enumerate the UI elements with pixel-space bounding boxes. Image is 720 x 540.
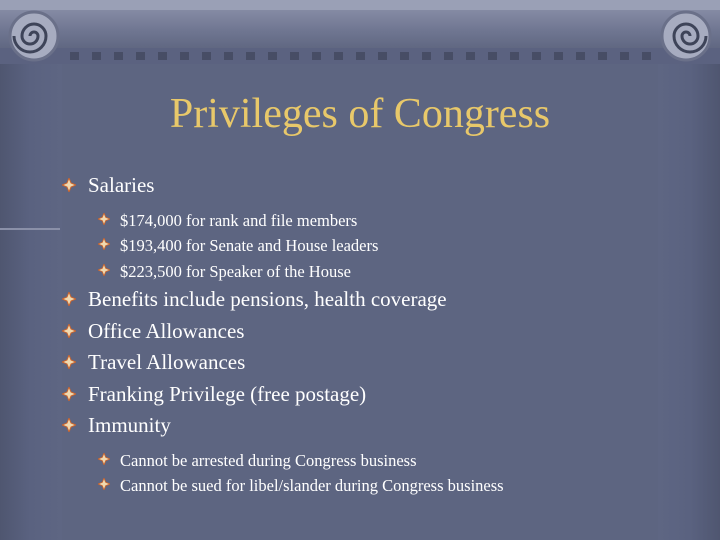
list-item-label: Franking Privilege (free postage) bbox=[88, 381, 367, 406]
sub-list-item-label: $223,500 for Speaker of the House bbox=[120, 261, 351, 281]
left-scroll-icon bbox=[10, 12, 58, 60]
bullet-icon bbox=[62, 178, 76, 192]
sub-list-item bbox=[60, 208, 700, 234]
list-item-label: Benefits include pensions, health coverage bbox=[88, 287, 447, 311]
bullet-icon bbox=[62, 292, 76, 306]
sub-list-item-label: $174,000 for rank and file members bbox=[120, 210, 358, 230]
bullet-icon bbox=[98, 478, 110, 490]
bullet-icon bbox=[62, 324, 76, 338]
sub-list-item bbox=[60, 473, 700, 499]
bullet-icon bbox=[98, 213, 110, 225]
list-item-travel-allowances bbox=[60, 347, 700, 379]
side-rule-divider bbox=[0, 228, 60, 230]
right-scroll-icon bbox=[662, 12, 710, 60]
list-item-label: Office Allowances bbox=[88, 318, 245, 343]
list-item-office-allowances bbox=[60, 316, 700, 348]
sub-list-item-label: $193,400 for Senate and House leaders bbox=[120, 236, 379, 255]
bullet-icon bbox=[62, 387, 76, 401]
list-item-immunity bbox=[60, 410, 700, 442]
bullet-icon bbox=[98, 238, 110, 250]
bullet-icon bbox=[98, 264, 110, 276]
list-item-franking-privilege bbox=[60, 379, 700, 411]
list-item-benefits bbox=[60, 284, 700, 316]
sub-list-item bbox=[60, 448, 700, 474]
sub-list-item-label: Cannot be arrested during Congress business bbox=[120, 450, 417, 470]
bullet-list bbox=[60, 170, 700, 499]
sub-list-item bbox=[60, 233, 700, 259]
slide-title: Privileges of Congress bbox=[169, 91, 551, 137]
bullet-icon bbox=[62, 355, 76, 369]
sub-list-item bbox=[60, 259, 700, 285]
list-item-salaries bbox=[60, 170, 700, 202]
list-item-label: Travel Allowances bbox=[88, 350, 246, 374]
sub-list-item-label: Cannot be sued for libel/slander during Congress business bbox=[120, 476, 504, 495]
list-item-label: Immunity bbox=[88, 413, 171, 437]
bullet-icon bbox=[98, 453, 110, 465]
bullet-icon bbox=[62, 418, 76, 432]
column-capital-decoration bbox=[0, 0, 720, 64]
list-item-label: Salaries bbox=[88, 173, 155, 197]
